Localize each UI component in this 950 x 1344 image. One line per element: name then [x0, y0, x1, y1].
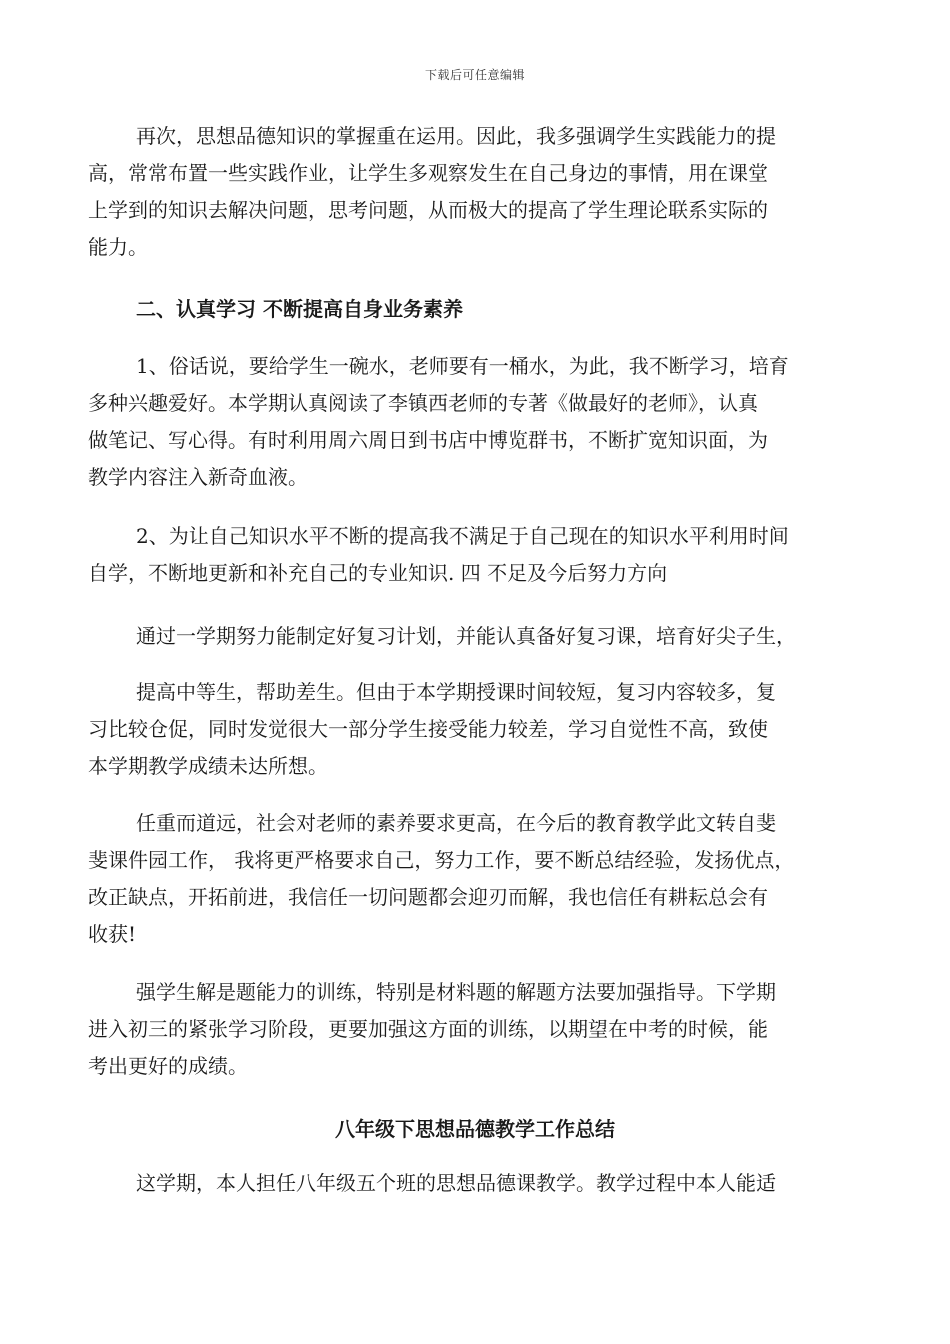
paragraph-line: 提高中等生，帮助差生。但由于本学期授课时间较短，复习内容较多，复 [136, 680, 776, 704]
paragraph-8 [88, 1165, 858, 1202]
paragraph-4 [88, 618, 858, 655]
paragraph-line: 任重而道远，社会对老师的素养要求更高，在今后的教育教学此文转自斐 [136, 811, 776, 835]
paragraph-line: 2、为让自己知识水平不断的提高我不满足于自己现在的知识水平利用时间 [136, 524, 789, 548]
paragraph-line: 强学生解是题能力的训练，特别是材料题的解题方法要加强指导。下学期 [136, 980, 776, 1004]
paragraph-line: 这学期，本人担任八年级五个班的思想品德课教学。教学过程中本人能适 [136, 1171, 776, 1195]
paragraph-2 [88, 348, 858, 496]
paragraph-line: 1、俗话说，要给学生一碗水，老师要有一桶水，为此，我不断学习，培育 [136, 354, 789, 378]
paragraph-3 [88, 518, 858, 592]
paragraph-line: 教学内容注入新奇血液。 [88, 465, 308, 489]
paragraph-line: 高，常常布置一些实践作业，让学生多观察发生在自己身边的事情，用在课堂 [88, 161, 768, 185]
paragraph-line: 再次，思想品德知识的掌握重在运用。因此，我多强调学生实践能力的提 [136, 124, 776, 148]
paragraph-line: 上学到的知识去解决问题，思考问题，从而极大的提高了学生理论联系实际的 [88, 198, 768, 222]
paragraph-line: 本学期教学成绩未达所想。 [88, 754, 328, 778]
paragraph-line: 收获! [88, 922, 137, 946]
paragraph-line: 改正缺点，开拓前进，我信任一切问题都会迎刃而解，我也信任有耕耘总会有 [88, 885, 768, 909]
paragraph-line: 能力。 [88, 235, 148, 259]
document-title: 八年级下思想品德教学工作总结 [335, 1117, 615, 1141]
section-heading: 二、认真学习 不断提高自身业务素养 [136, 297, 463, 321]
paragraph-line: 斐课件园工作， 我将更严格要求自己，努力工作，要不断总结经验，发扬优点， [88, 848, 795, 872]
paragraph-line: 考出更好的成绩。 [88, 1054, 248, 1078]
paragraph-line: 进入初三的紧张学习阶段，更要加强这方面的训练，以期望在中考的时候，能 [88, 1017, 768, 1041]
page-header: 下载后可任意编辑 [424, 68, 525, 82]
paragraph-line: 习比较仓促，同时发觉很大一部分学生接受能力较差，学习自觉性不高，致使 [88, 717, 768, 741]
paragraph-line: 做笔记、写心得。有时利用周六周日到书店中博览群书，不断扩宽知识面，为 [88, 428, 768, 452]
paragraph-6 [88, 805, 858, 953]
paragraph-line: 通过一学期努力能制定好复习计划，并能认真备好复习课，培育好尖子生， [136, 624, 796, 648]
paragraph-line: 多种兴趣爱好。本学期认真阅读了李镇西老师的专著《做最好的老师》，认真 [88, 391, 758, 415]
paragraph-7 [88, 974, 858, 1085]
paragraph-5 [88, 674, 858, 785]
paragraph-line: 自学，不断地更新和补充自己的专业知识. 四 不足及今后努力方向 [88, 561, 668, 585]
paragraph-1 [88, 118, 858, 266]
